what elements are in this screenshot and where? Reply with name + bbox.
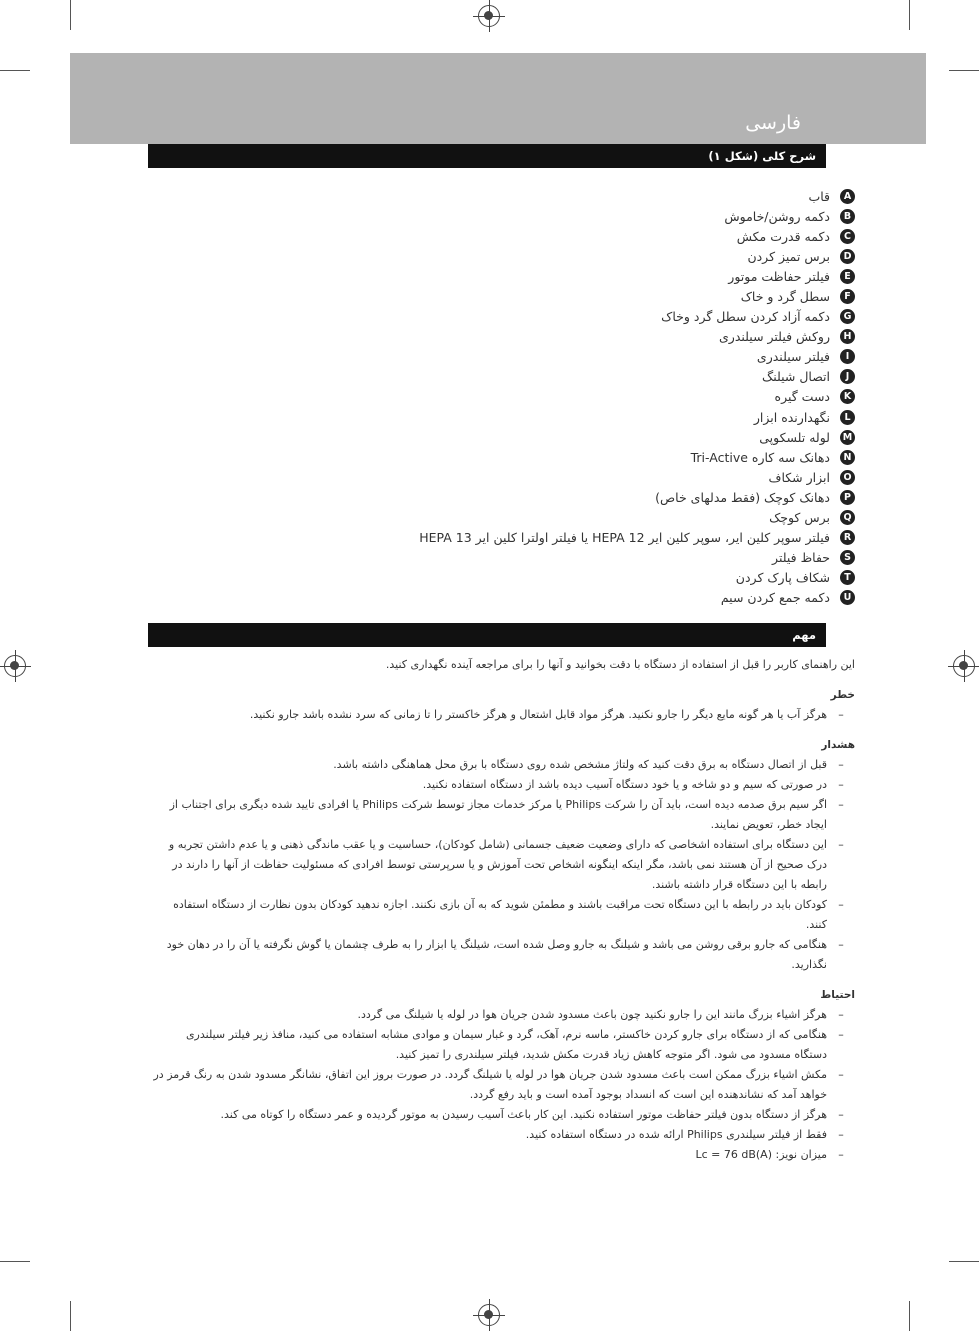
list-item bbox=[155, 588, 855, 608]
item-text: هرگز از دستگاه بدون فیلتر حفاظت موتور استفاده نکنید. این کار باعث آسیب رسیدن به موتور گردیده و عمر دستگاه را کوتاه می کند. bbox=[220, 1108, 827, 1121]
list-item bbox=[155, 186, 855, 206]
part-label: شکاف پارک کردن bbox=[735, 570, 830, 586]
dash-icon: – bbox=[838, 758, 844, 771]
dash-icon: – bbox=[838, 778, 844, 791]
dash-icon: – bbox=[838, 1128, 844, 1141]
registration-mark-icon bbox=[953, 655, 975, 677]
list-item bbox=[150, 755, 855, 775]
part-letter: K bbox=[840, 389, 855, 404]
crop-mark bbox=[0, 70, 30, 71]
part-letter: T bbox=[840, 570, 855, 585]
crop-mark bbox=[70, 1301, 71, 1331]
part-label: نگهدارنده ابزار bbox=[753, 409, 830, 425]
dash-icon: – bbox=[838, 1008, 844, 1021]
dash-icon: – bbox=[838, 1148, 844, 1161]
important-content bbox=[150, 655, 855, 1165]
registration-mark-icon bbox=[4, 655, 26, 677]
part-letter: F bbox=[840, 289, 855, 304]
part-letter: H bbox=[840, 329, 855, 344]
part-label: دست گیره bbox=[774, 389, 830, 405]
item-text: اگر سیم برق صدمه دیده است، باید آن را شرکت Philips یا مرکز خدمات مجاز توسط شرکت Philips یا افرادی تایید شده دیگری برای اجتناب از ایجاد خطر، تعویض نمایند. bbox=[169, 798, 827, 831]
dash-icon: – bbox=[838, 1108, 844, 1121]
item-text: مکش اشیاء بزرگ ممکن است باعث مسدود شدن جریان هوا در لوله یا شیلنگ گردد. در صورت بروز این اتفاق، نشانگر مسدود شدن به رنگ قرمز در خواهد آمد که نشاندهنده این است که انسداد بوجود آمده است و باید رفع گردد. bbox=[153, 1068, 827, 1101]
item-text: در صورتی که سیم و دو شاخه و یا خود دستگاه آسیب دیده باشد از دستگاه استفاده نکنید. bbox=[422, 778, 827, 791]
part-label: ابزار شکاف bbox=[768, 469, 830, 485]
part-letter: B bbox=[840, 209, 855, 224]
part-letter: C bbox=[840, 229, 855, 244]
item-text: هرگز آب یا هر گونه مایع دیگر را جارو نکنید. هرگز مواد قابل اشتعال و هرگز خاکستر را تا زمانی که سرد نشده باشد جارو نکنید. bbox=[249, 708, 827, 721]
part-letter: P bbox=[840, 490, 855, 505]
list-item bbox=[150, 795, 855, 835]
part-letter: G bbox=[840, 309, 855, 324]
part-letter: N bbox=[840, 450, 855, 465]
list-item bbox=[155, 367, 855, 387]
part-label: برس کوچک bbox=[769, 510, 830, 526]
list-item bbox=[155, 548, 855, 568]
crop-mark bbox=[909, 1301, 910, 1331]
part-letter: D bbox=[840, 249, 855, 264]
registration-mark-icon bbox=[478, 5, 500, 27]
list-item bbox=[155, 407, 855, 427]
caution-heading: احتیاط bbox=[820, 989, 855, 1001]
item-text: هنگامی که جارو برقی روشن می باشد و شیلنگ به جارو وصل شده است، شیلنگ یا ابزار را به طرف چشمان یا گوش نگرفته یا آن را در دهان خود نگذارید. bbox=[166, 938, 827, 971]
part-label: فیلتر سوپر کلین ایر، سوپر کلین ایر HEPA 12 یا فیلتر اولترا کلین ایر HEPA 13 bbox=[419, 530, 830, 546]
list-item bbox=[155, 206, 855, 226]
list-item bbox=[155, 508, 855, 528]
dash-icon: – bbox=[838, 708, 844, 721]
registration-mark-icon bbox=[478, 1304, 500, 1326]
dash-icon: – bbox=[838, 1028, 844, 1041]
danger-heading: خطر bbox=[830, 689, 855, 701]
dash-icon: – bbox=[838, 938, 844, 951]
list-item bbox=[150, 1025, 855, 1065]
list-item bbox=[155, 467, 855, 487]
part-label: روکش فیلتر سیلندری bbox=[719, 329, 830, 345]
list-item bbox=[150, 1125, 855, 1145]
list-item bbox=[155, 266, 855, 286]
item-text: فقط از فیلتر سیلندری Philips ارائه شده در دستگاه استفاده کنید. bbox=[525, 1128, 827, 1141]
list-item bbox=[155, 568, 855, 588]
important-heading: مهم bbox=[148, 623, 826, 647]
part-label: سطل گرد و خاک bbox=[740, 289, 830, 305]
language-title: فارسی bbox=[745, 112, 801, 134]
part-letter: J bbox=[840, 369, 855, 384]
list-item bbox=[155, 246, 855, 266]
list-item bbox=[150, 895, 855, 935]
section-title: شرح کلی (شکل ۱) bbox=[148, 144, 826, 168]
part-letter: A bbox=[840, 189, 855, 204]
list-item bbox=[150, 1145, 855, 1165]
dash-icon: – bbox=[838, 838, 844, 851]
part-letter: Q bbox=[840, 510, 855, 525]
list-item bbox=[150, 1005, 855, 1025]
part-label: لوله تلسکوپی bbox=[759, 429, 830, 445]
item-text: هرگز اشیاء بزرگ مانند این را جارو نکنید چون باعث مسدود شدن جریان هوا در لوله یا شیلنگ می گردد. bbox=[357, 1008, 827, 1021]
part-letter: O bbox=[840, 470, 855, 485]
crop-mark bbox=[0, 1261, 30, 1262]
part-label: دهانک سه کاره Tri-Active bbox=[690, 449, 830, 465]
part-label: فیلتر سیلندری bbox=[756, 349, 830, 365]
part-letter: M bbox=[840, 430, 855, 445]
dash-icon: – bbox=[838, 798, 844, 811]
part-label: دکمه آزاد کردن سطل گرد وخاک bbox=[661, 309, 830, 325]
part-letter: R bbox=[840, 530, 855, 545]
list-item bbox=[150, 1105, 855, 1125]
part-letter: L bbox=[840, 410, 855, 425]
list-item bbox=[155, 487, 855, 507]
list-item bbox=[155, 226, 855, 246]
part-label: اتصال شیلنگ bbox=[762, 369, 830, 385]
part-letter: I bbox=[840, 349, 855, 364]
item-text: هنگامی که از دستگاه برای جارو کردن خاکستر، ماسه نرم، آهک، گرد و غبار سیمان و موادی مشابه استفاده می کنید، منافذ زیر فیلتر سیلندری دستگاه مسدود می شود. اگر متوجه کاهش زیاد قدرت مکش شدید، فیلتر سیلندری را تمیز کنید. bbox=[185, 1028, 827, 1061]
dash-icon: – bbox=[838, 898, 844, 911]
crop-mark bbox=[70, 0, 71, 30]
part-label: دکمه جمع کردن سیم bbox=[720, 590, 830, 606]
list-item bbox=[155, 387, 855, 407]
part-label: حفاظ فیلتر bbox=[772, 550, 830, 566]
part-letter: E bbox=[840, 269, 855, 284]
list-item bbox=[150, 835, 855, 895]
part-letter: U bbox=[840, 590, 855, 605]
item-text: کودکان باید در رابطه با این دستگاه تحت مراقبت باشند و مطمئن شوید که به آن بازی نکنند. اجازه ندهید کودکان بدون نظارت از دستگاه استفاده کنند. bbox=[173, 898, 827, 931]
list-item bbox=[155, 528, 855, 548]
warning-heading: هشدار bbox=[821, 739, 855, 751]
list-item bbox=[150, 935, 855, 975]
part-label: فیلتر حفاظت موتور bbox=[728, 268, 830, 284]
parts-list bbox=[155, 186, 855, 608]
list-item bbox=[155, 347, 855, 367]
part-label: قاب bbox=[808, 188, 830, 204]
crop-mark bbox=[949, 1261, 979, 1262]
list-item bbox=[150, 705, 855, 725]
list-item bbox=[155, 447, 855, 467]
part-letter: S bbox=[840, 550, 855, 565]
part-label: دکمه قدرت مکش bbox=[736, 228, 830, 244]
dash-icon: – bbox=[838, 1068, 844, 1081]
list-item bbox=[150, 1065, 855, 1105]
part-label: دهانک کوچک (فقط مدلهای خاص) bbox=[655, 489, 830, 505]
crop-mark bbox=[949, 70, 979, 71]
list-item bbox=[155, 307, 855, 327]
intro-text: این راهنمای کاربر را قبل از استفاده از دستگاه با دقت بخوانید و آنها را برای مراجعه آینده نگهداری کنید. bbox=[385, 658, 855, 671]
item-text: قبل از اتصال دستگاه به برق دقت کنید که ولتاژ مشخص شده روی دستگاه با برق محل هماهنگی داشته باشد. bbox=[333, 758, 827, 771]
list-item bbox=[155, 327, 855, 347]
item-text: میزان نویز: Lc = 76 dB(A) bbox=[695, 1148, 827, 1161]
crop-mark bbox=[909, 0, 910, 30]
item-text: این دستگاه برای استفاده اشخاصی که دارای وضعیت ضعیف جسمانی (شامل کودکان)، حساسیت و یا عقب ماندگی ذهنی و یا عدم داشتن تجربه و درک صحیح از آن هستند نمی باشد، مگر اینکه اینگونه اشخاص تحت آموزش و یا سرپرستی توسط افرادی که مسئولیت حفاظت از آنها را دارند در رابطه با این دستگاه قرار داشته باشند. bbox=[168, 838, 827, 891]
part-label: برس تمیز کردن bbox=[747, 248, 830, 264]
list-item bbox=[155, 286, 855, 306]
part-label: دکمه روشن/خاموش bbox=[724, 208, 830, 224]
list-item bbox=[155, 427, 855, 447]
list-item bbox=[150, 775, 855, 795]
